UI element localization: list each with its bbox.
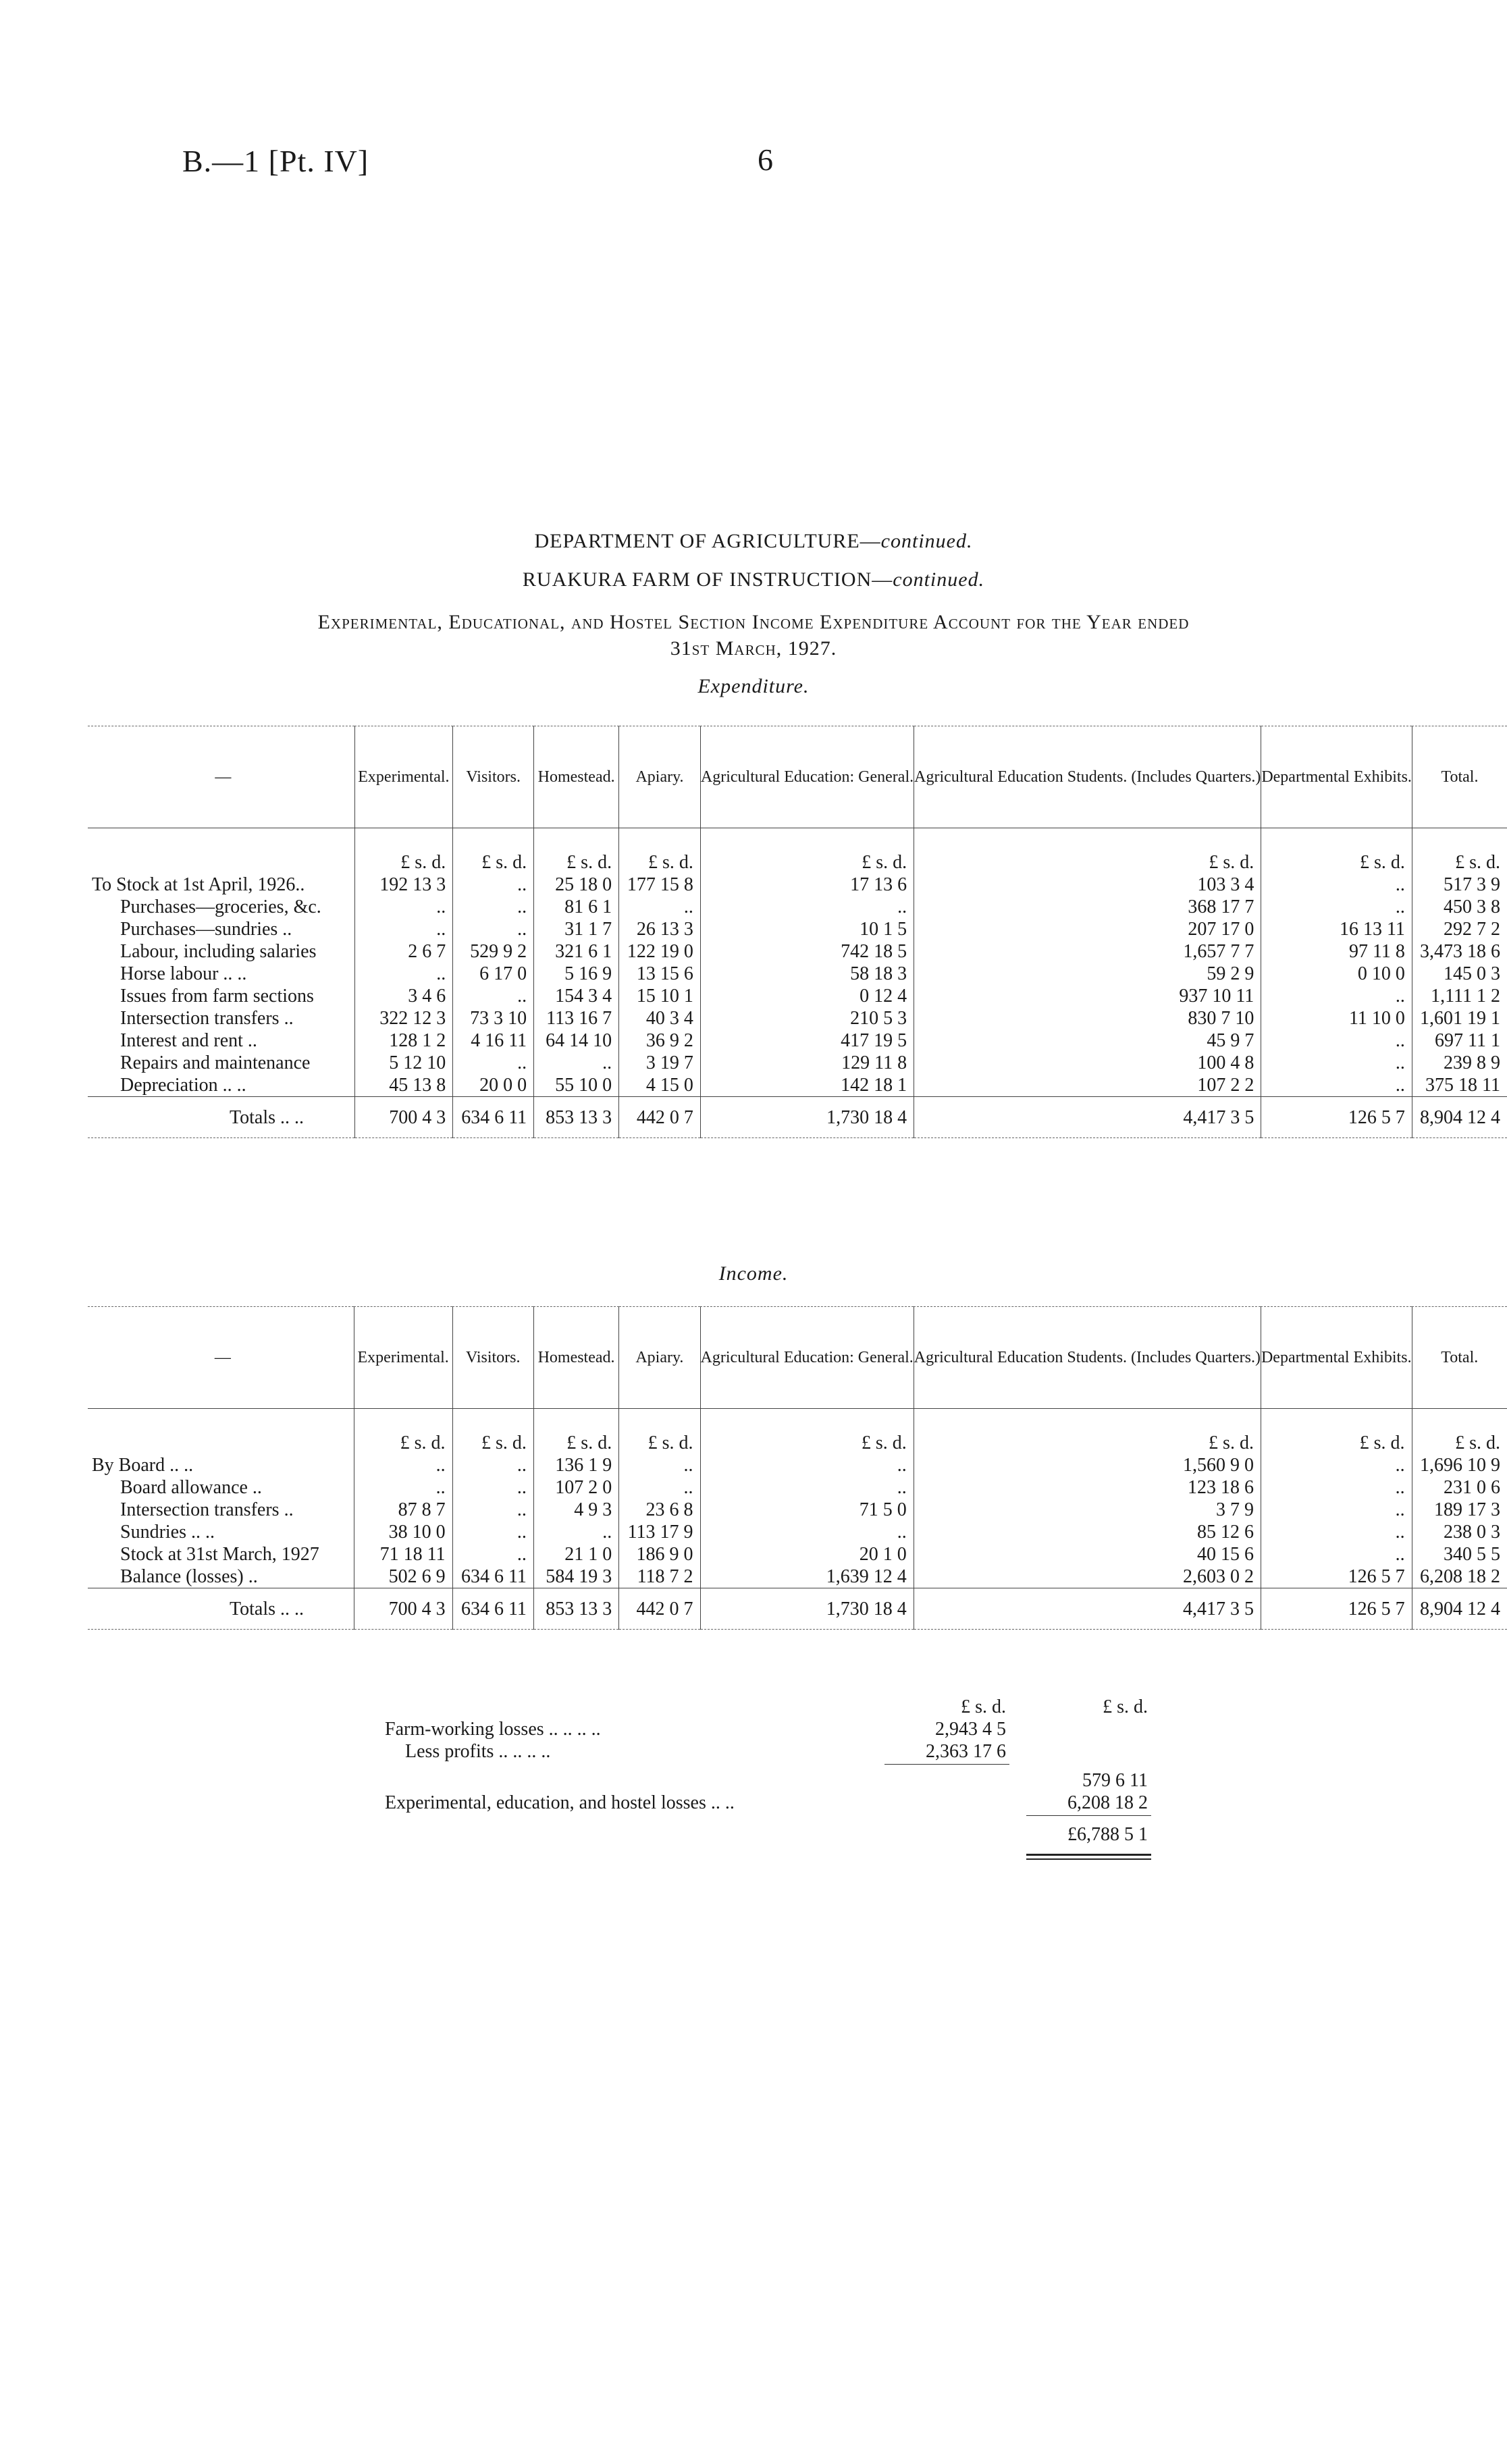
amount-cell: 142 18 1 xyxy=(700,1074,914,1097)
amount-cell: .. xyxy=(619,1476,700,1499)
amount-cell: .. xyxy=(1261,1454,1412,1476)
total-cell: 700 4 3 xyxy=(354,1097,453,1138)
amount-cell: 3 7 9 xyxy=(914,1499,1261,1521)
row-label: Purchases—sundries .. xyxy=(120,919,292,940)
row-label: Labour, including salaries xyxy=(120,941,317,962)
amount-cell: .. xyxy=(354,896,453,918)
amount-cell: 45 13 8 xyxy=(354,1074,453,1097)
unit-label: £ s. d. xyxy=(533,1409,618,1455)
amount-cell: .. xyxy=(1261,1029,1412,1052)
double-rule-1 xyxy=(1026,1854,1151,1856)
amount-cell: 186 9 0 xyxy=(619,1543,700,1565)
amount-cell: 239 8 9 xyxy=(1412,1052,1507,1074)
amount-cell: 107 2 2 xyxy=(914,1074,1261,1097)
col-homestead: Homestead. xyxy=(533,1307,618,1409)
farm-working-losses-label: Farm-working losses .. .. .. .. xyxy=(385,1719,601,1740)
unit-label: £ s. d. xyxy=(1261,1409,1412,1455)
subtotal-rule xyxy=(884,1764,1009,1765)
experimental-losses-value: 6,208 18 2 xyxy=(1067,1792,1148,1813)
row-label: Intersection transfers .. xyxy=(120,1499,294,1520)
total-cell: 1,730 18 4 xyxy=(700,1588,914,1630)
expenditure-row xyxy=(88,1007,1507,1029)
amount-cell: .. xyxy=(1261,1476,1412,1499)
total-cell: 8,904 12 4 xyxy=(1412,1588,1507,1630)
amount-cell: 517 3 9 xyxy=(1412,874,1507,896)
amount-cell: 40 15 6 xyxy=(914,1543,1261,1565)
col-experimental: Experimental. xyxy=(354,726,453,828)
total-cell: 634 6 11 xyxy=(453,1097,534,1138)
amount-cell: 36 9 2 xyxy=(619,1029,701,1052)
amount-cell: 71 18 11 xyxy=(354,1543,452,1565)
amount-cell: 103 3 4 xyxy=(914,874,1261,896)
amount-cell: 3 19 7 xyxy=(619,1052,701,1074)
expenditure-row xyxy=(88,985,1507,1007)
total-cell: 8,904 12 4 xyxy=(1412,1097,1507,1138)
amount-cell: .. xyxy=(354,1476,452,1499)
amount-cell: 38 10 0 xyxy=(354,1521,452,1543)
amount-cell: .. xyxy=(453,985,534,1007)
amount-cell: 15 10 1 xyxy=(619,985,701,1007)
row-label: Sundries .. .. xyxy=(120,1522,215,1543)
amount-cell: 177 15 8 xyxy=(619,874,701,896)
amount-cell: 21 1 0 xyxy=(533,1543,618,1565)
amount-cell: 368 17 7 xyxy=(914,896,1261,918)
amount-cell: 58 18 3 xyxy=(700,963,914,985)
income-totals-row xyxy=(88,1588,1507,1630)
income-row xyxy=(88,1454,1507,1476)
loss-summary xyxy=(385,1696,1195,1846)
amount-cell: 126 5 7 xyxy=(1261,1565,1412,1588)
col-visitors: Visitors. xyxy=(453,726,534,828)
amount-cell: 1,111 1 2 xyxy=(1412,985,1507,1007)
amount-cell: .. xyxy=(533,1521,618,1543)
unit-label: £ s. d. xyxy=(453,828,534,874)
col-experimental: Experimental. xyxy=(354,1307,452,1409)
farm-title: RUAKURA FARM OF INSTRUCTION—continued. xyxy=(522,568,985,591)
amount-cell: 6 17 0 xyxy=(453,963,534,985)
document-reference: B.—1 [Pt. IV] xyxy=(182,144,369,178)
row-label: Issues from farm sections xyxy=(120,986,314,1007)
row-label: Board allowance .. xyxy=(120,1477,262,1498)
amount-cell: 20 1 0 xyxy=(700,1543,914,1565)
unit-label: £ s. d. xyxy=(619,1409,700,1455)
amount-cell: 189 17 3 xyxy=(1412,1499,1507,1521)
expenditure-row xyxy=(88,874,1507,896)
total-cell: 634 6 11 xyxy=(452,1588,533,1630)
total-cell: 126 5 7 xyxy=(1261,1588,1412,1630)
amount-cell: 3,473 18 6 xyxy=(1412,940,1507,963)
expenditure-totals-row xyxy=(88,1097,1507,1138)
income-row xyxy=(88,1565,1507,1588)
col-total: Total. xyxy=(1412,1307,1507,1409)
col-ag-education-students: Agricultural Education Students. (Includes Quarters.) xyxy=(914,1307,1261,1409)
amount-cell: 210 5 3 xyxy=(700,1007,914,1029)
amount-cell: 136 1 9 xyxy=(533,1454,618,1476)
amount-cell: 0 10 0 xyxy=(1261,963,1412,985)
amount-cell: 4 16 11 xyxy=(453,1029,534,1052)
unit-label: £ s. d. xyxy=(354,1409,452,1455)
amount-cell: .. xyxy=(452,1543,533,1565)
amount-cell: 25 18 0 xyxy=(534,874,619,896)
amount-cell: 192 13 3 xyxy=(354,874,453,896)
amount-cell: 4 9 3 xyxy=(533,1499,618,1521)
amount-cell: 107 2 0 xyxy=(533,1476,618,1499)
row-label: Depreciation .. .. xyxy=(120,1075,246,1096)
department-title: DEPARTMENT OF AGRICULTURE—continued. xyxy=(534,530,973,552)
double-rule-2 xyxy=(1026,1858,1151,1860)
amount-cell: .. xyxy=(453,918,534,940)
amount-cell: .. xyxy=(1261,1543,1412,1565)
amount-cell: 40 3 4 xyxy=(619,1007,701,1029)
amount-cell: .. xyxy=(354,963,453,985)
amount-cell: 1,639 12 4 xyxy=(700,1565,914,1588)
amount-cell: 55 10 0 xyxy=(534,1074,619,1097)
amount-cell: 20 0 0 xyxy=(453,1074,534,1097)
amount-cell: 321 6 1 xyxy=(534,940,619,963)
amount-cell: 231 0 6 xyxy=(1412,1476,1507,1499)
dash-header: — xyxy=(88,1307,354,1409)
dash-header: — xyxy=(88,726,354,828)
amount-cell: 17 13 6 xyxy=(700,874,914,896)
less-profits-value: 2,363 17 6 xyxy=(926,1741,1006,1762)
row-label: To Stock at 1st April, 1926.. xyxy=(92,874,305,895)
amount-cell: .. xyxy=(354,1454,452,1476)
amount-cell: 238 0 3 xyxy=(1412,1521,1507,1543)
amount-cell: 3 4 6 xyxy=(354,985,453,1007)
amount-cell: .. xyxy=(700,1476,914,1499)
amount-cell: .. xyxy=(1261,1521,1412,1543)
experimental-losses-label: Experimental, education, and hostel losses .. .. xyxy=(385,1792,735,1813)
total-cell: 442 0 7 xyxy=(619,1588,700,1630)
col-apiary: Apiary. xyxy=(619,1307,700,1409)
amount-cell: .. xyxy=(452,1454,533,1476)
amount-cell: 118 7 2 xyxy=(619,1565,700,1588)
col-homestead: Homestead. xyxy=(534,726,619,828)
expenditure-row xyxy=(88,1029,1507,1052)
amount-cell: 128 1 2 xyxy=(354,1029,453,1052)
account-title-line2: 31st March, 1927. xyxy=(670,637,837,660)
amount-cell: 830 7 10 xyxy=(914,1007,1261,1029)
amount-cell: 529 9 2 xyxy=(453,940,534,963)
amount-cell: .. xyxy=(1261,874,1412,896)
amount-cell: 697 11 1 xyxy=(1412,1029,1507,1052)
total-cell: 700 4 3 xyxy=(354,1588,452,1630)
amount-cell: 145 0 3 xyxy=(1412,963,1507,985)
amount-cell: 1,696 10 9 xyxy=(1412,1454,1507,1476)
amount-cell: .. xyxy=(700,896,914,918)
unit-label: £ s. d. xyxy=(1412,828,1507,874)
expenditure-row xyxy=(88,896,1507,918)
total-cell: 442 0 7 xyxy=(619,1097,701,1138)
row-label: Purchases—groceries, &c. xyxy=(120,896,321,917)
row-label: Repairs and maintenance xyxy=(120,1052,311,1073)
amount-cell: 73 3 10 xyxy=(453,1007,534,1029)
expenditure-row xyxy=(88,940,1507,963)
expenditure-table xyxy=(88,726,1507,1138)
amount-cell: 129 11 8 xyxy=(700,1052,914,1074)
amount-cell: 13 15 6 xyxy=(619,963,701,985)
less-profits-label: Less profits .. .. .. .. xyxy=(405,1741,551,1762)
amount-cell: 634 6 11 xyxy=(452,1565,533,1588)
income-row xyxy=(88,1476,1507,1499)
unit-label: £ s. d. xyxy=(619,828,701,874)
income-row xyxy=(88,1521,1507,1543)
unit-label: £ s. d. xyxy=(1261,828,1412,874)
col-total: Total. xyxy=(1412,726,1507,828)
amount-cell: 122 19 0 xyxy=(619,940,701,963)
amount-cell: 71 5 0 xyxy=(700,1499,914,1521)
amount-cell: .. xyxy=(700,1454,914,1476)
amount-cell: .. xyxy=(452,1499,533,1521)
amount-cell: 1,601 19 1 xyxy=(1412,1007,1507,1029)
total-cell: 853 13 3 xyxy=(534,1097,619,1138)
row-label: Balance (losses) .. xyxy=(120,1566,258,1587)
amount-cell: 23 6 8 xyxy=(619,1499,700,1521)
amount-cell: .. xyxy=(452,1521,533,1543)
amount-cell: 85 12 6 xyxy=(914,1521,1261,1543)
col-apiary: Apiary. xyxy=(619,726,701,828)
amount-cell: 45 9 7 xyxy=(914,1029,1261,1052)
expenditure-heading: Expenditure. xyxy=(697,675,810,697)
unit-label: £ s. d. xyxy=(452,1409,533,1455)
amount-cell: .. xyxy=(1261,1052,1412,1074)
amount-cell: 1,657 7 7 xyxy=(914,940,1261,963)
col-ag-education-general: Agricultural Education: General. xyxy=(700,726,914,828)
amount-cell: 100 4 8 xyxy=(914,1052,1261,1074)
amount-cell: 113 17 9 xyxy=(619,1521,700,1543)
amount-cell: .. xyxy=(534,1052,619,1074)
income-row xyxy=(88,1543,1507,1565)
amount-cell: .. xyxy=(1261,896,1412,918)
amount-cell: 16 13 11 xyxy=(1261,918,1412,940)
row-label: Horse labour .. .. xyxy=(120,963,247,984)
totals-label: Totals .. .. xyxy=(88,1097,354,1138)
amount-cell: 502 6 9 xyxy=(354,1565,452,1588)
unit-label: £ s. d. xyxy=(914,1409,1261,1455)
row-label: By Board .. .. xyxy=(92,1455,194,1476)
row-label: Stock at 31st March, 1927 xyxy=(120,1544,319,1565)
amount-cell: .. xyxy=(619,896,701,918)
amount-cell: 5 16 9 xyxy=(534,963,619,985)
amount-cell: 207 17 0 xyxy=(914,918,1261,940)
col-departmental-exhibits: Departmental Exhibits. xyxy=(1261,1307,1412,1409)
amount-cell: .. xyxy=(1261,985,1412,1007)
unit-label: £ s. d. xyxy=(354,828,453,874)
net-farm-loss-value: 579 6 11 xyxy=(1082,1770,1148,1791)
amount-cell: 59 2 9 xyxy=(914,963,1261,985)
total-rule xyxy=(1026,1815,1151,1816)
amount-cell: 123 18 6 xyxy=(914,1476,1261,1499)
amount-cell: 10 1 5 xyxy=(700,918,914,940)
row-label: Interest and rent .. xyxy=(120,1030,257,1051)
income-heading: Income. xyxy=(718,1262,789,1285)
farm-working-losses-value: 2,943 4 5 xyxy=(935,1719,1006,1740)
expenditure-row xyxy=(88,918,1507,940)
amount-cell: 87 8 7 xyxy=(354,1499,452,1521)
amount-cell: 742 18 5 xyxy=(700,940,914,963)
expenditure-row xyxy=(88,1074,1507,1097)
unit-label: £ s. d. xyxy=(914,828,1261,874)
amount-cell: 26 13 3 xyxy=(619,918,701,940)
amount-cell: 81 6 1 xyxy=(534,896,619,918)
amount-cell: 450 3 8 xyxy=(1412,896,1507,918)
amount-cell: .. xyxy=(700,1521,914,1543)
amount-cell: .. xyxy=(452,1476,533,1499)
amount-cell: 292 7 2 xyxy=(1412,918,1507,940)
summary-col-head-2: £ s. d. xyxy=(1103,1696,1148,1717)
amount-cell: 322 12 3 xyxy=(354,1007,453,1029)
total-cell: 1,730 18 4 xyxy=(700,1097,914,1138)
amount-cell: 11 10 0 xyxy=(1261,1007,1412,1029)
amount-cell: 417 19 5 xyxy=(700,1029,914,1052)
amount-cell: 375 18 11 xyxy=(1412,1074,1507,1097)
amount-cell: 97 11 8 xyxy=(1261,940,1412,963)
total-cell: 4,417 3 5 xyxy=(914,1097,1261,1138)
income-table xyxy=(88,1306,1507,1630)
total-cell: 853 13 3 xyxy=(533,1588,618,1630)
amount-cell: .. xyxy=(453,896,534,918)
col-visitors: Visitors. xyxy=(452,1307,533,1409)
page-number: 6 xyxy=(758,142,773,177)
expenditure-row xyxy=(88,963,1507,985)
amount-cell: .. xyxy=(354,918,453,940)
totals-label: Totals .. .. xyxy=(88,1588,354,1630)
amount-cell: 937 10 11 xyxy=(914,985,1261,1007)
amount-cell: 2,603 0 2 xyxy=(914,1565,1261,1588)
unit-label: £ s. d. xyxy=(534,828,619,874)
amount-cell: 340 5 5 xyxy=(1412,1543,1507,1565)
amount-cell: 64 14 10 xyxy=(534,1029,619,1052)
expenditure-row xyxy=(88,1052,1507,1074)
amount-cell: 5 12 10 xyxy=(354,1052,453,1074)
amount-cell: 4 15 0 xyxy=(619,1074,701,1097)
amount-cell: 584 19 3 xyxy=(533,1565,618,1588)
amount-cell: 113 16 7 xyxy=(534,1007,619,1029)
income-row xyxy=(88,1499,1507,1521)
unit-label: £ s. d. xyxy=(700,828,914,874)
account-title-line1: Experimental, Educational, and Hostel Section Income Expenditure Account for the Year ended xyxy=(317,611,1190,633)
summary-col-head-1: £ s. d. xyxy=(961,1696,1006,1717)
amount-cell: .. xyxy=(1261,1499,1412,1521)
col-ag-education-general: Agricultural Education: General. xyxy=(700,1307,914,1409)
amount-cell: .. xyxy=(1261,1074,1412,1097)
amount-cell: 1,560 9 0 xyxy=(914,1454,1261,1476)
col-departmental-exhibits: Departmental Exhibits. xyxy=(1261,726,1412,828)
amount-cell: 2 6 7 xyxy=(354,940,453,963)
grand-total-value: £6,788 5 1 xyxy=(1067,1824,1148,1845)
unit-label: £ s. d. xyxy=(1412,1409,1507,1455)
row-label: Intersection transfers .. xyxy=(120,1008,294,1029)
amount-cell: 0 12 4 xyxy=(700,985,914,1007)
amount-cell: .. xyxy=(453,1052,534,1074)
col-ag-education-students: Agricultural Education Students. (Includes Quarters.) xyxy=(914,726,1261,828)
total-cell: 4,417 3 5 xyxy=(914,1588,1261,1630)
total-cell: 126 5 7 xyxy=(1261,1097,1412,1138)
amount-cell: 154 3 4 xyxy=(534,985,619,1007)
amount-cell: .. xyxy=(453,874,534,896)
amount-cell: 6,208 18 2 xyxy=(1412,1565,1507,1588)
amount-cell: .. xyxy=(619,1454,700,1476)
amount-cell: 31 1 7 xyxy=(534,918,619,940)
unit-label: £ s. d. xyxy=(700,1409,914,1455)
